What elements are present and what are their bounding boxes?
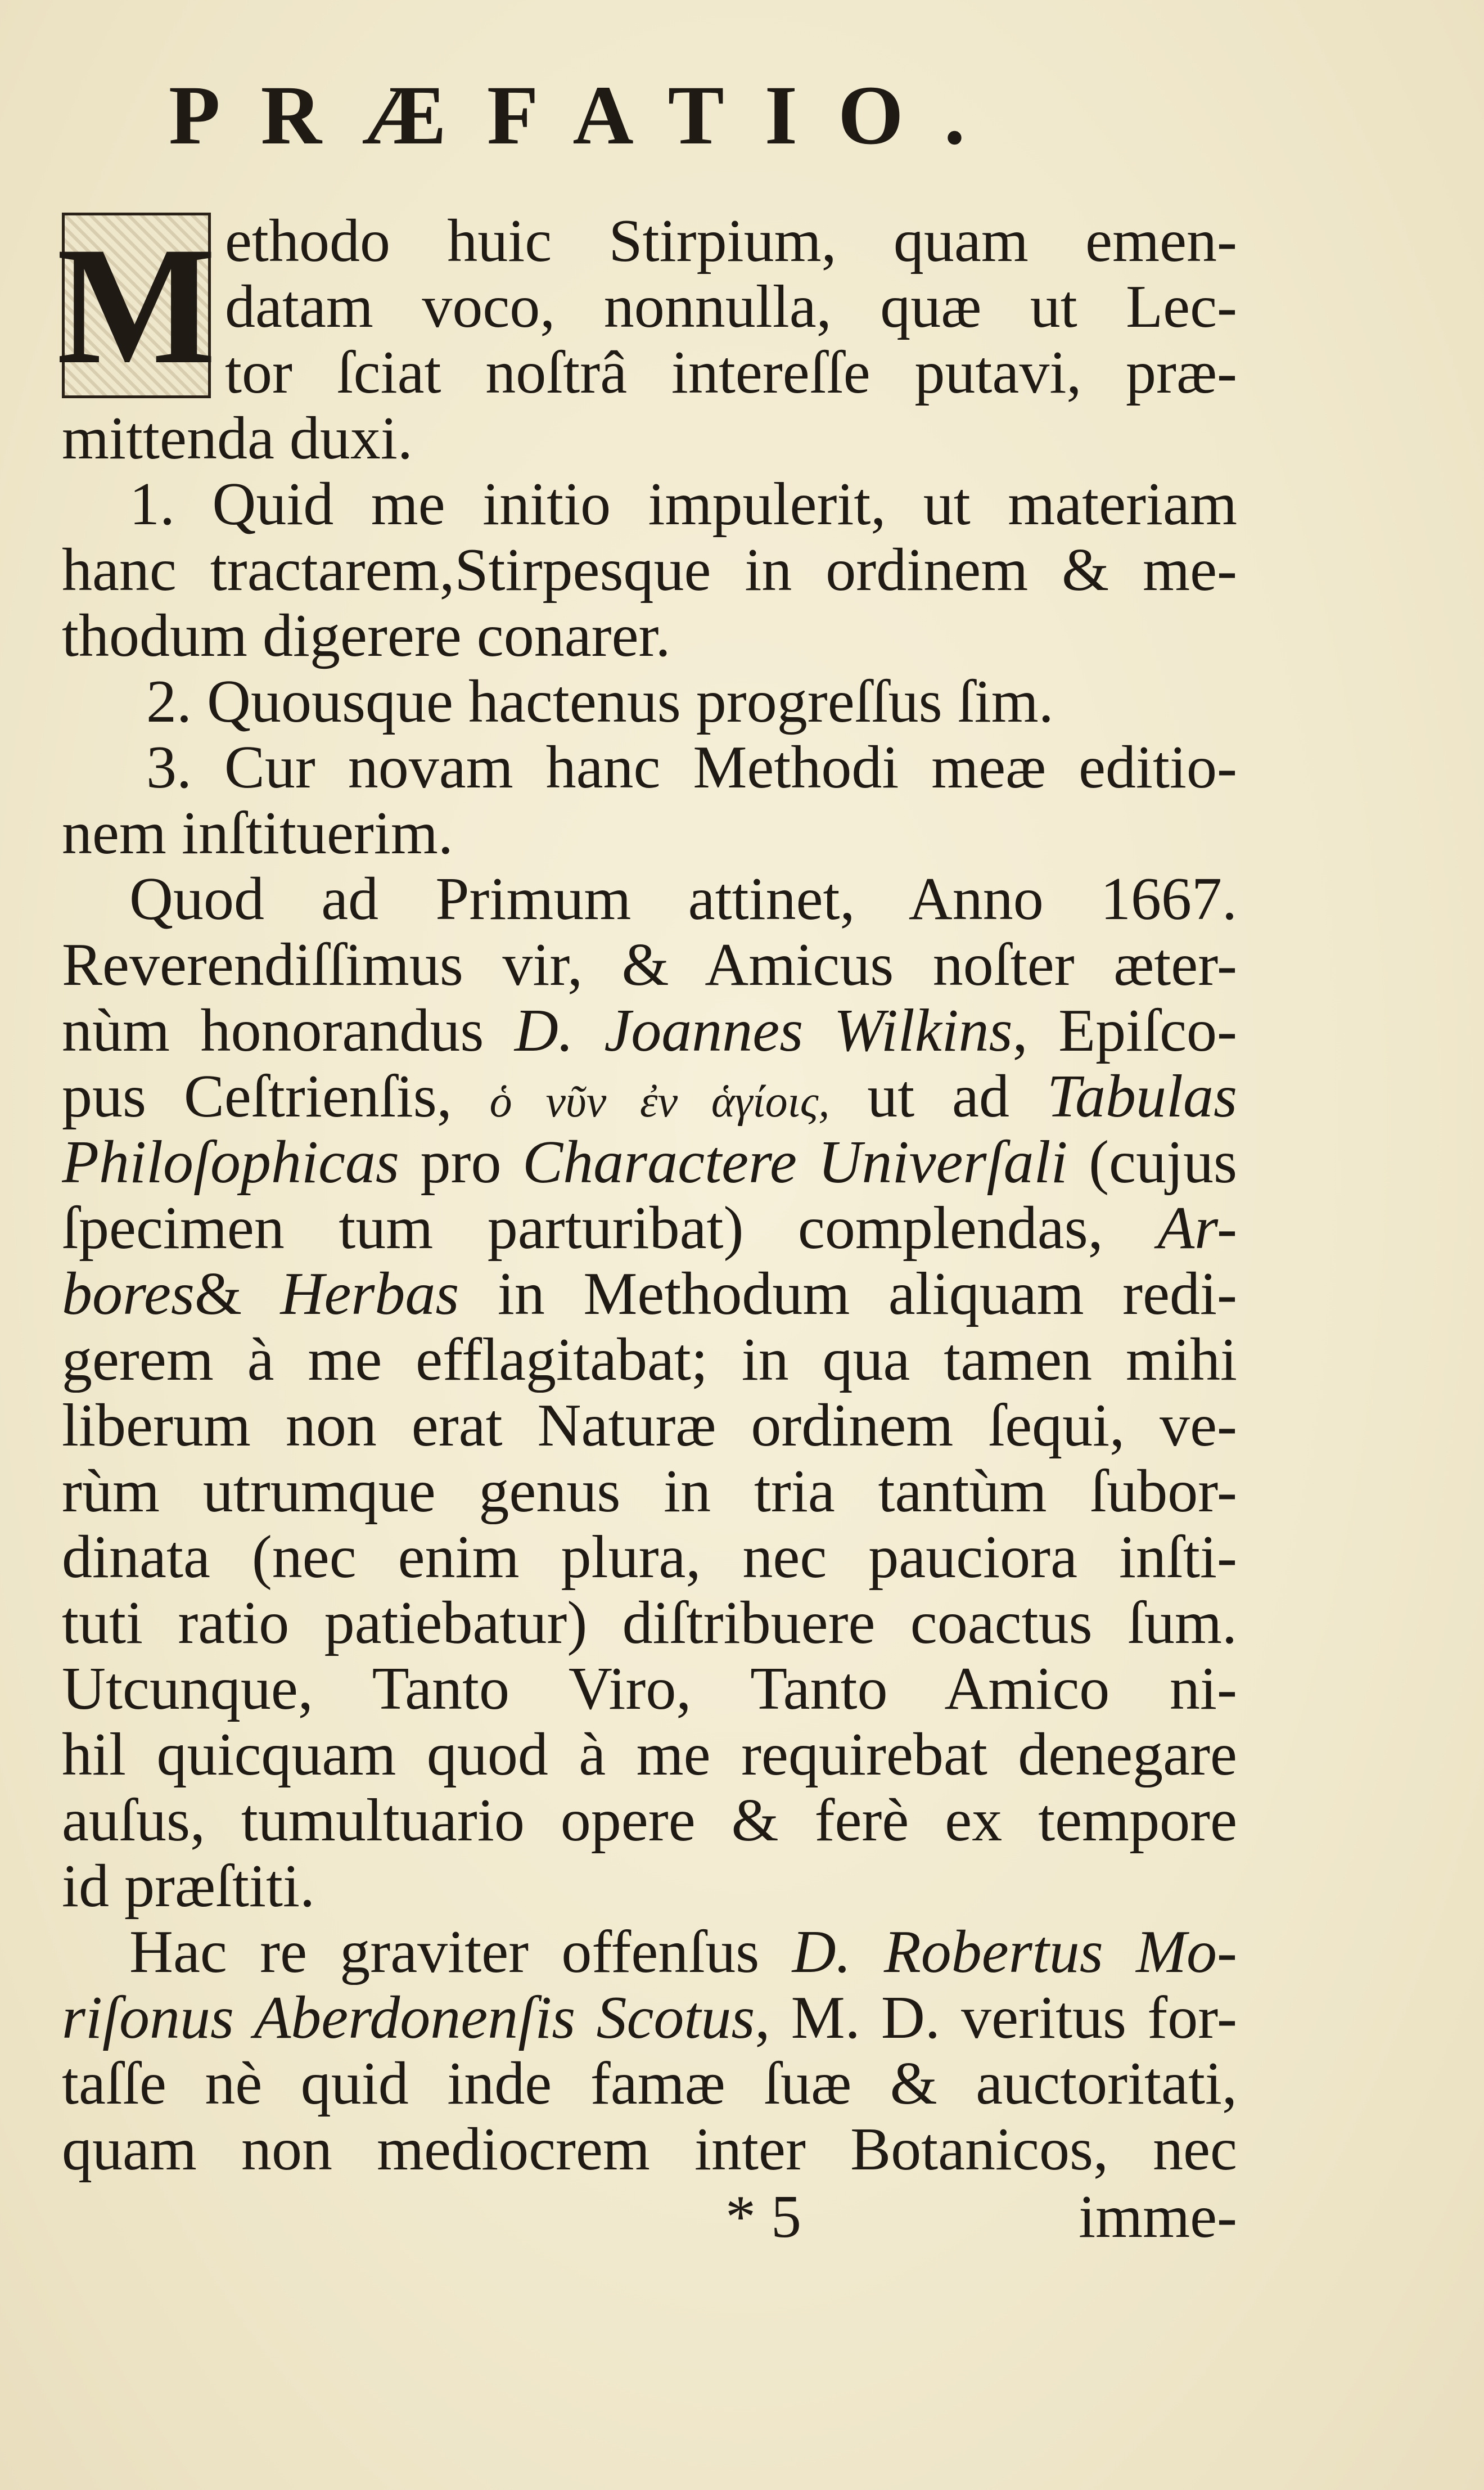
person-name: D. Joannes Wilkins: [514, 998, 1013, 1064]
text-segment: &: [195, 1261, 242, 1327]
text-line: [62, 1919, 1237, 1985]
person-name: riſonus Aberdonenſis Scotus: [62, 1985, 755, 2051]
text-line: gerem à me efflagitabat; in qua tamen mihi: [62, 1327, 1237, 1393]
body-text: [62, 208, 1237, 2182]
page-title: PRÆFATIO.: [169, 69, 1006, 162]
text-line: mittenda duxi.: [62, 405, 413, 472]
text-line: [62, 1261, 1237, 1327]
text-line: nem inſtituerim.: [62, 800, 453, 867]
text-segment: , Epiſco-: [1012, 998, 1237, 1064]
italic-term: Tabulas: [1047, 1064, 1237, 1129]
text-segment: (cujus: [1089, 1129, 1237, 1195]
text-line: hanc tractarem,Stirpesque in ordinem & me-: [62, 537, 1237, 603]
text-line: Reverendiſſimus vir, & Amicus noſter æter-: [62, 932, 1237, 998]
italic-term: Philoſophicas: [62, 1129, 399, 1195]
text-line: Utcunque, Tanto Viro, Tanto Amico ni-: [62, 1656, 1237, 1722]
text-segment: nùm honorandus: [62, 998, 484, 1064]
text-line: [62, 1985, 1237, 2051]
text-line: quam non mediocrem inter Botanicos, nec: [62, 2117, 1237, 2182]
text-line: datam voco, nonnulla, quæ ut Lec-: [225, 274, 1237, 340]
text-segment: , M. D. veritus for-: [755, 1985, 1237, 2051]
text-segment: pro: [420, 1129, 502, 1195]
text-line: auſus, tumultuario opere & ferè ex tempore: [62, 1787, 1237, 1853]
text-line: 2. Quousque hactenus progreſſus ſim.: [146, 668, 1054, 735]
text-line: id præſtiti.: [62, 1853, 315, 1920]
text-segment: Hac re graviter offenſus: [129, 1919, 760, 1985]
text-line: ethodo huic Stirpium, quam emen-: [225, 208, 1237, 274]
italic-term: Charactere Univerſali: [522, 1129, 1068, 1195]
text-segment: pus Ceſtrienſis,: [62, 1064, 452, 1129]
text-line: dinata (nec enim plura, nec pauciora inſti-: [62, 1524, 1237, 1590]
text-line: tor ſciat noſtrâ intereſſe putavi, præ-: [225, 340, 1237, 406]
text-line: Quod ad Primum attinet, Anno 1667.: [129, 866, 1237, 932]
text-line: thodum digerere conarer.: [62, 602, 671, 669]
text-line: taſſe nè quid inde famæ ſuæ & auctoritati,: [62, 2051, 1237, 2117]
text-line: [62, 1064, 1237, 1129]
italic-term: Ar-: [1157, 1195, 1237, 1261]
text-line: hil quicquam quod à me requirebat denegare: [62, 1722, 1237, 1787]
italic-term: Herbas: [280, 1261, 459, 1327]
person-name: D. Robertus Mo-: [792, 1919, 1237, 1985]
signature-mark: * 5: [725, 2183, 801, 2250]
text-line: 3. Cur novam hanc Methodi meæ editio-: [146, 735, 1237, 800]
text-segment: ut ad: [867, 1064, 1009, 1129]
text-line: [62, 998, 1237, 1064]
text-line: [62, 1195, 1237, 1261]
catchword: imme-: [1079, 2183, 1237, 2250]
text-line: rùm utrumque genus in tria tantùm ſubor-: [62, 1458, 1237, 1524]
dropcap-letter: M: [56, 212, 216, 399]
italic-term: bores: [62, 1261, 195, 1327]
page-footer: [62, 2182, 1237, 2250]
greek-phrase: ὁ νῦν ἐν ἁγίοις,: [489, 1077, 830, 1127]
text-segment: in Methodum aliquam redi-: [497, 1261, 1237, 1327]
text-line: liberum non erat Naturæ ordinem ſequi, ve-: [62, 1393, 1237, 1458]
text-line: 1. Quid me initio impulerit, ut materiam: [129, 471, 1237, 537]
text-segment: ſpecimen tum parturibat) complendas,: [62, 1195, 1103, 1261]
text-line: tuti ratio patiebatur) diſtribuere coactus ſum.: [62, 1590, 1237, 1656]
text-line: [62, 1129, 1237, 1195]
